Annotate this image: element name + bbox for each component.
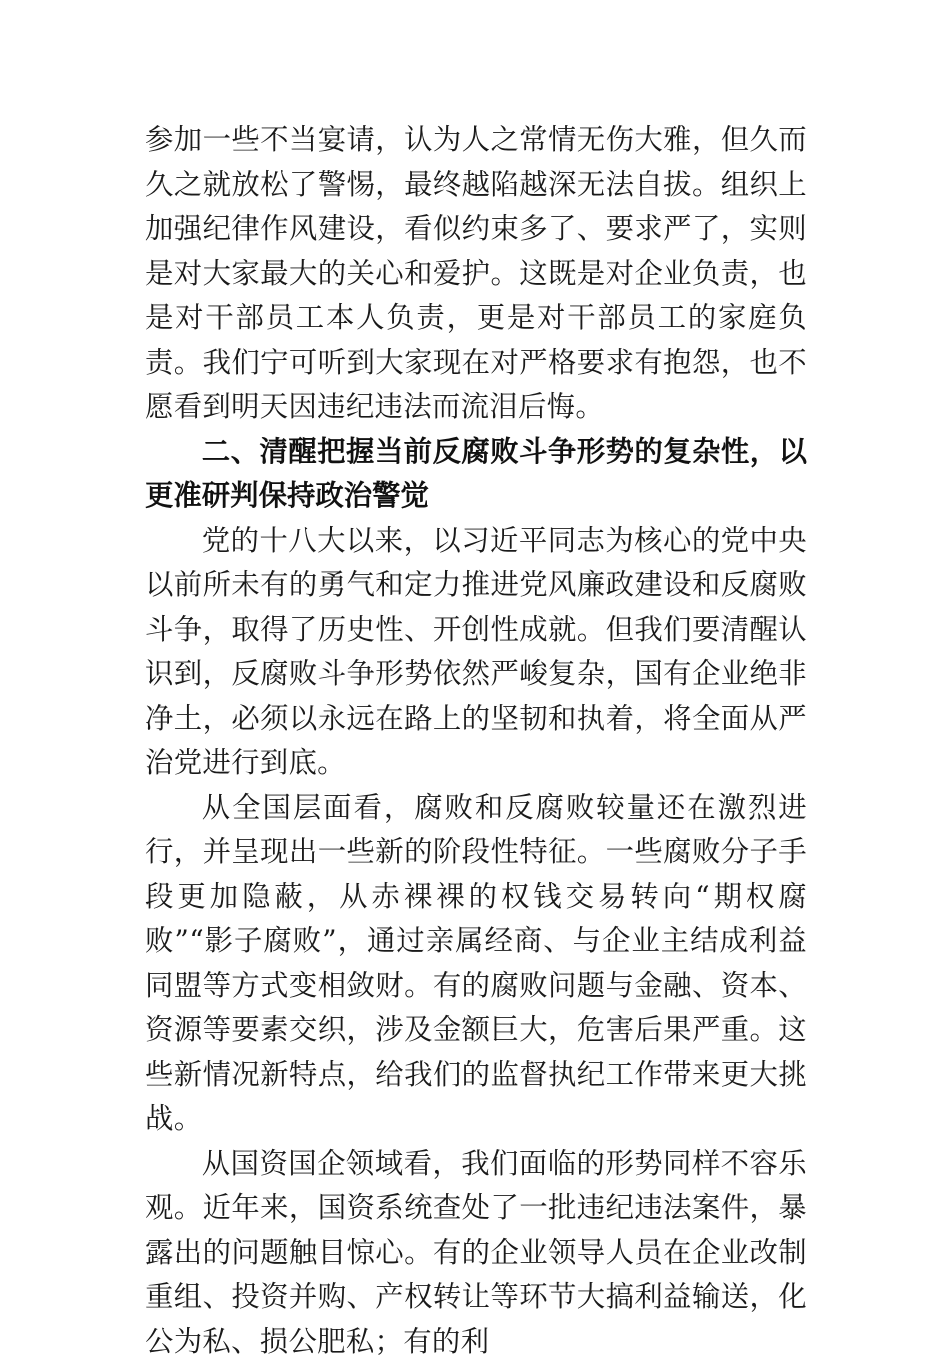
paragraph: 党的十八大以来，以习近平同志为核心的党中央以前所未有的勇气和定力推进党风廉政建设和反腐败斗争，取得了历史性、开创性成就。但我们要清醒认识到，反腐败斗争形势依然严峻复杂，国有企业绝非净土，必须以永远在路上的坚韧和执着，将全面从严治党进行到底。 [145,519,807,786]
paragraph-continued: 参加一些不当宴请，认为人之常情无伤大雅，但久而久之就放松了警惕，最终越陷越深无法自拔。组织上加强纪律作风建设，看似约束多了、要求严了，实则是对大家最大的关心和爱护。这既是对企业负责，也是对干部员工本人负责，更是对干部员工的家庭负责。我们宁可听到大家现在对严格要求有抱怨，也不愿看到明天因违纪违法而流泪后悔。 [145,118,807,430]
paragraph: 从国资国企领域看，我们面临的形势同样不容乐观。近年来，国资系统查处了一批违纪违法案件，暴露出的问题触目惊心。有的企业领导人员在企业改制重组、投资并购、产权转让等环节大搞利益输送，化公为私、损公肥私；有的利 [145,1142,807,1364]
document-body [145,118,807,1364]
paragraph: 从全国层面看，腐败和反腐败较量还在激烈进行，并呈现出一些新的阶段性特征。一些腐败分子手段更加隐蔽，从赤裸裸的权钱交易转向“期权腐败”“影子腐败”，通过亲属经商、与企业主结成利益同盟等方式变相敛财。有的腐败问题与金融、资本、资源等要素交织，涉及金额巨大，危害后果严重。这些新情况新特点，给我们的监督执纪工作带来更大挑战。 [145,786,807,1142]
section-heading: 二、清醒把握当前反腐败斗争形势的复杂性，以更准研判保持政治警觉 [145,430,807,519]
